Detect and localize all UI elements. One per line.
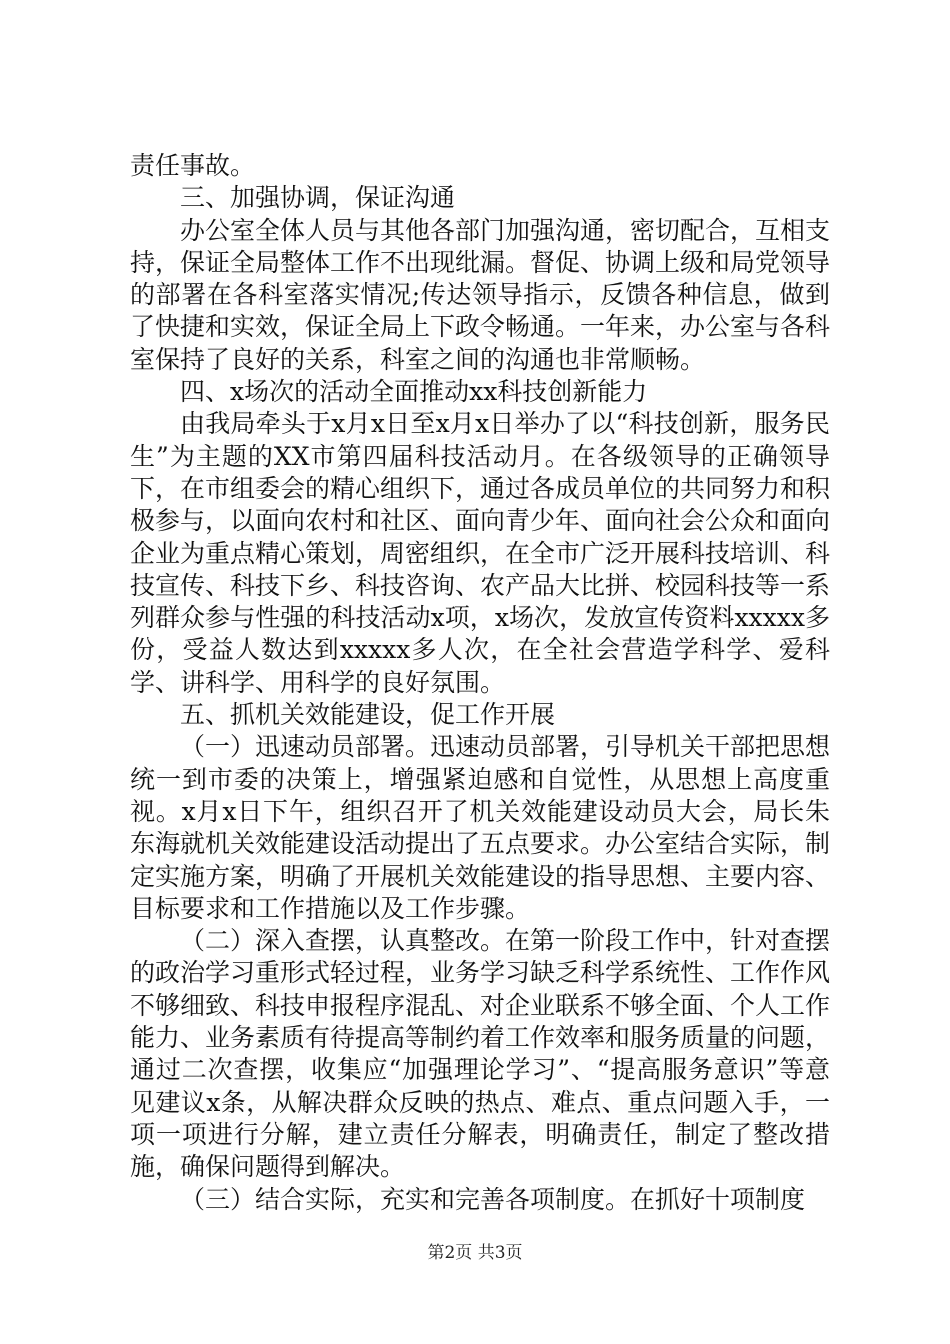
section-heading-3: 三、加强协调，保证沟通 [180,183,456,213]
section-heading-4: 四、x场次的活动全面推动xx科技创新能力 [180,377,648,407]
page-number: 第2页 共3页 [427,1243,523,1263]
page-footer [0,1242,950,1264]
section-heading-5: 五、抓机关效能建设，促工作开展 [180,700,556,730]
subsection-3: （三）结合实际，充实和完善各项制度。在抓好十项制度 [180,1184,806,1214]
paragraph-continuation: 责任事故。 [130,151,256,180]
paragraph-activity-month: 由我局牵头于x月x日至x月x日举办了以“科技创新，服务民生”为主题的XX市第四届科技活动月。在各级领导的正确领导下，在市组委会的精心组织下，通过各成员单位的共同努力和积极参与，以面向农村和社区、面向青少年、面向社会公众和面向企业为重点精心策划，周密组织，在全市广泛开展科技培训、科技宣传、科技下乡、科技咨询、农产品大比拼、校园科技等一系列群众参与性强的科技活动x项，x场次，发放宣传资料xxxxx多份，受益人数达到xxxxx多人次，在全社会营造学科学、爱科学、讲科学、用科学的良好氛围。 [130,409,831,697]
document-body [130,150,830,1216]
paragraph-coordination: 办公室全体人员与其他各部门加强沟通，密切配合，互相支持，保证全局整体工作不出现纰漏。督促、协调上级和局党领导的部署在各科室落实情况;传达领导指示，反馈各种信息，做到了快捷和实效，保证全局上下政令畅通。一年来，办公室与各科室保持了良好的关系，科室之间的沟通也非常顺畅。 [130,215,831,374]
subsection-1: （一）迅速动员部署。迅速动员部署，引导机关干部把思想统一到市委的决策上，增强紧迫感和自觉性，从思想上高度重视。x月x日下午，组织召开了机关效能建设动员大会，局长朱东海就机关效能建设活动提出了五点要求。办公室结合实际，制定实施方案，明确了开展机关效能建设的指导思想、主要内容、目标要求和工作措施以及工作步骤。 [130,732,831,923]
subsection-2: （二）深入查摆，认真整改。在第一阶段工作中，针对查摆的政治学习重形式轻过程，业务学习缺乏科学系统性、工作作风不够细致、科技申报程序混乱、对企业联系不够全面、个人工作能力、业务素质有待提高等制约着工作效率和服务质量的问题，通过二次查摆，收集应“加强理论学习”、“提高服务意识”等意见建议x条，从解决群众反映的热点、难点、重点问题入手，一项一项进行分解，建立责任分解表，明确责任，制定了整改措施，确保问题得到解决。 [130,926,831,1182]
